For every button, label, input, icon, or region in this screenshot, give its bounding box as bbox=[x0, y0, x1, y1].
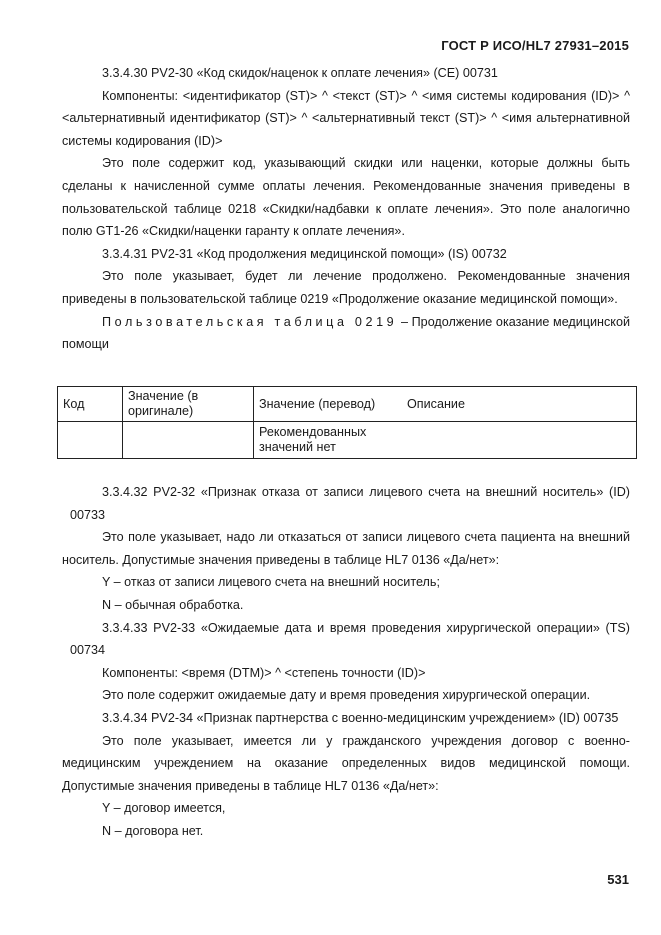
section-33-description: Это поле содержит ожидаемые дату и время проведения хирургической операции. bbox=[102, 688, 591, 703]
document-body-continued bbox=[62, 481, 630, 843]
cell-translation: Рекомендованных значений нет bbox=[254, 422, 403, 459]
user-table-0219 bbox=[57, 386, 637, 459]
page-number: 531 bbox=[607, 872, 629, 887]
standard-header: ГОСТ Р ИСО/HL7 27931–2015 bbox=[441, 38, 629, 53]
section-30-description: Это поле содержит код, указывающий скидки или наценки, которые должны быть сделаны к начисленной сумме оплаты лечения. Рекомендованные значения приведены в пользовательской таблице 0218 «Скидки/надбавки к оплате лечения». Это поле аналогично полю GT1-26 «Скидки/наценки гаранту к оплате лечения». bbox=[62, 156, 630, 239]
col-header-code: Код bbox=[58, 387, 123, 422]
table-header-row bbox=[58, 387, 637, 422]
section-34-description: Это поле указывает, имеется ли у гражданского учреждения договор с военно-медицинским учреждением на оказание определенных видов медицинской помощи. Допустимые значения приведены в таблице HL7 0136 «Да/нет»: bbox=[62, 733, 630, 793]
table-caption-label: Пользовательская таблица 0219 bbox=[102, 314, 398, 329]
section-30-components: Компоненты: <идентификатор (ST)> ^ <текст (ST)> ^ <имя системы кодирования (ID)> ^ <альтернативный идентификатор (ST)> ^ <альтернативный текст (ST)> ^ <имя альтернативной системы кодирования (ID)> bbox=[62, 88, 630, 148]
section-30-title: 3.3.4.30 PV2-30 «Код скидок/наценок к оплате лечения» (CE) 00731 bbox=[102, 66, 498, 80]
section-33-components: Компоненты: <время (DTM)> ^ <степень точности (ID)> bbox=[102, 665, 426, 680]
section-32-description: Это поле указывает, надо ли отказаться от записи лицевого счета пациента на внешний носитель. Допустимые значения приведены в таблице HL7 0136 «Да/нет»: bbox=[62, 530, 630, 567]
section-32-value-y: Y – отказ от записи лицевого счета на внешний носитель; bbox=[102, 575, 440, 590]
table-caption-title: – Продолжение оказание медицинской помощи bbox=[62, 314, 630, 352]
col-header-original: Значение (в оригинале) bbox=[123, 387, 254, 422]
section-34-value-n: N – договора нет. bbox=[102, 823, 204, 838]
section-32-value-n: N – обычная обработка. bbox=[102, 597, 244, 612]
col-header-description: Описание bbox=[402, 387, 637, 422]
section-34-value-y: Y – договор имеется, bbox=[102, 801, 226, 816]
section-34-title: 3.3.4.34 PV2-34 «Признак партнерства с военно-медицинским учреждением» (ID) 00735 bbox=[102, 710, 619, 725]
cell-code bbox=[58, 422, 123, 459]
cell-original bbox=[123, 422, 254, 459]
section-33-title: 3.3.4.33 PV2-33 «Ожидаемые дата и время проведения хирургической операции» (TS) 00734 bbox=[70, 620, 630, 658]
section-32-title: 3.3.4.32 PV2-32 «Признак отказа от записи лицевого счета на внешний носитель» (ID) 00733 bbox=[70, 485, 630, 522]
col-header-translation: Значение (перевод) bbox=[254, 387, 403, 422]
section-31-title: 3.3.4.31 PV2-31 «Код продолжения медицинской помощи» (IS) 00732 bbox=[102, 246, 507, 261]
cell-description bbox=[402, 422, 637, 459]
table-caption bbox=[62, 311, 630, 356]
table-row bbox=[58, 422, 637, 459]
section-31-description: Это поле указывает, будет ли лечение продолжено. Рекомендованные значения приведены в пользовательской таблице 0219 «Продолжение оказание медицинской помощи». bbox=[62, 269, 630, 306]
